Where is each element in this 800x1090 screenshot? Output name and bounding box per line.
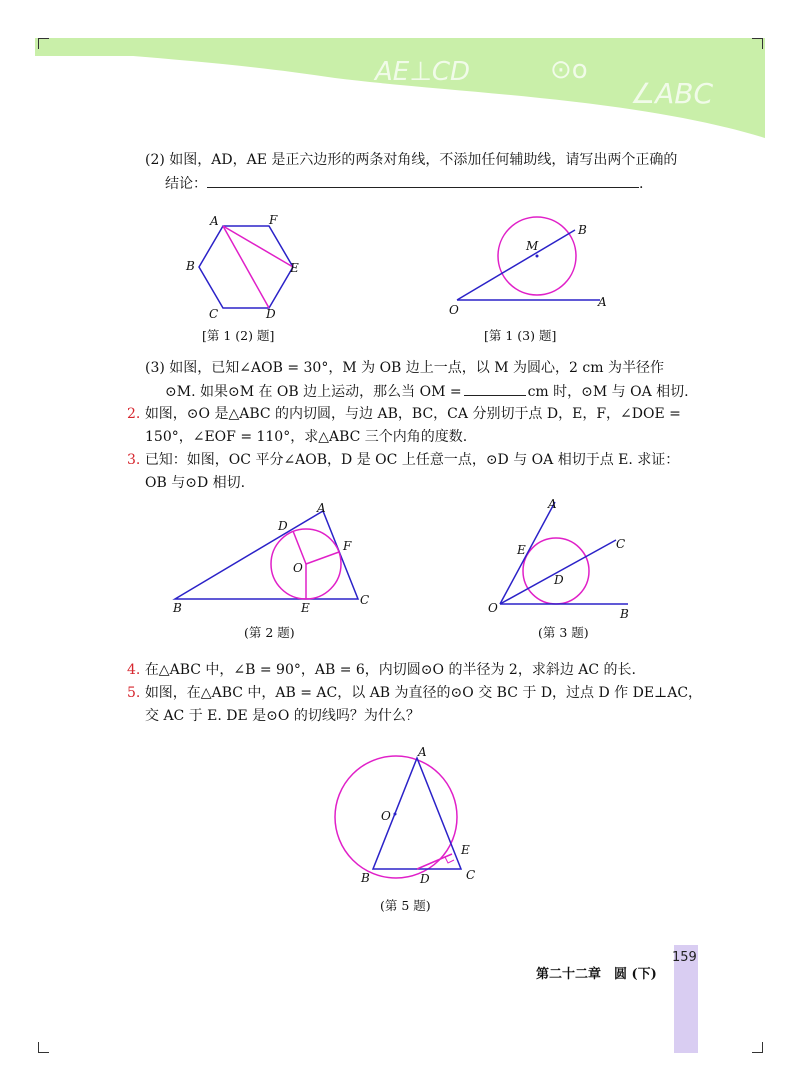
q3-text1: 已知：如图，OC 平分∠AOB，D 是 OC 上任意一点，⊙D 与 OA 相切于点 E. 求证： xyxy=(144,452,680,468)
q5-text1: 如图，在△ABC 中，AB = AC，以 AB 为直径的⊙O 交 BC 于 D，过点 D 作 DE⊥AC， xyxy=(144,685,703,701)
crop-mark xyxy=(752,1042,763,1053)
label-f: F xyxy=(343,539,352,553)
conclusion-label: 结论： xyxy=(165,176,207,192)
label-a: A xyxy=(317,501,326,515)
right-angle-mark xyxy=(445,857,454,863)
angle-circle-figure xyxy=(440,210,620,322)
chapter-title: 第二十二章 圆 (下) xyxy=(536,967,657,982)
caption-q5: (第 5 题) xyxy=(380,898,431,913)
q1-3-line2 xyxy=(165,381,689,402)
q5-line2: 交 AC 于 E. DE 是⊙O 的切线吗？为什么？ xyxy=(145,708,420,724)
q3-line1 xyxy=(127,450,679,470)
q1-3-line1: (3) 如图，已知∠AOB = 30°，M 为 OB 边上一点，以 M 为圆心，2 cm 为半径作 xyxy=(145,360,664,376)
label-o: O xyxy=(449,303,459,317)
answer-blank[interactable] xyxy=(207,173,639,188)
label-e: E xyxy=(517,543,526,557)
bisector-figure xyxy=(480,490,650,620)
header-banner xyxy=(35,38,765,138)
label-e: E xyxy=(461,843,470,857)
radius-od xyxy=(293,531,306,564)
incircle-figure xyxy=(165,500,380,615)
q4-text: 在△ABC 中，∠B = 90°，AB = 6，内切圆⊙O 的半径为 2，求斜边 AC 的长. xyxy=(144,662,636,678)
caption-q3: (第 3 题) xyxy=(538,625,589,640)
q4-line xyxy=(127,660,636,680)
period: . xyxy=(639,176,644,192)
q1-3-text-b: cm 时，⊙M 与 OA 相切. xyxy=(527,384,689,400)
caption-q1-3: [第 1 (3) 题] xyxy=(484,328,557,343)
q1-3-text-a: ⊙M. 如果⊙M 在 OB 边上运动，那么当 OM = xyxy=(165,384,462,400)
q2-number: 2. xyxy=(127,406,141,422)
caption-q1-2: [第 1 (2) 题] xyxy=(202,328,275,343)
diagonal-ad xyxy=(223,226,269,308)
label-o: O xyxy=(381,809,391,823)
crop-mark xyxy=(38,1042,49,1053)
q1-2-line2 xyxy=(165,173,643,194)
label-d: D xyxy=(554,573,564,587)
label-e: E xyxy=(301,601,310,615)
label-c: C xyxy=(360,593,370,607)
q2-text1: 如图，⊙O 是△ABC 的内切圆，与边 AB，BC，CA 分别切于点 D，E，F，∠DOE = xyxy=(144,406,681,422)
q2-line1 xyxy=(127,404,681,424)
crop-mark xyxy=(38,38,49,49)
label-d: D xyxy=(420,872,430,886)
label-a: A xyxy=(210,214,219,228)
hexagon-figure xyxy=(180,212,310,322)
q5-number: 5. xyxy=(127,685,141,701)
label-a: A xyxy=(598,295,607,309)
banner-label-2: ⊙o xyxy=(550,55,588,85)
label-e: E xyxy=(290,261,299,275)
q3-number: 3. xyxy=(127,452,141,468)
label-b: B xyxy=(173,601,182,615)
q4-number: 4. xyxy=(127,662,141,678)
radius-of xyxy=(306,552,339,564)
circle-d xyxy=(523,538,589,604)
banner-label-1: AE⊥CD xyxy=(375,57,471,87)
label-b: B xyxy=(186,259,195,273)
label-d: D xyxy=(278,519,288,533)
q5-line1 xyxy=(127,683,702,703)
label-b: B xyxy=(620,607,629,621)
label-a: A xyxy=(548,497,557,511)
label-c: C xyxy=(209,307,219,321)
label-o: O xyxy=(293,561,303,575)
q3-line2: OB 与⊙D 相切. xyxy=(145,475,246,491)
diagonal-ae xyxy=(223,226,293,267)
banner-label-3: ∠ABC xyxy=(630,77,714,110)
label-o: O xyxy=(488,601,498,615)
label-c: C xyxy=(466,868,476,882)
om-blank[interactable] xyxy=(464,381,526,396)
label-f: F xyxy=(269,213,278,227)
label-b: B xyxy=(578,223,587,237)
label-d: D xyxy=(266,307,276,321)
q1-2-line1: (2) 如图，AD，AE 是正六边形的两条对角线，不添加任何辅助线，请写出两个正确的 xyxy=(145,152,678,168)
label-c: C xyxy=(616,537,626,551)
tangent-figure xyxy=(325,742,485,892)
caption-q2: (第 2 题) xyxy=(244,625,295,640)
q2-line2: 150°，∠EOF = 110°，求△ABC 三个内角的度数. xyxy=(145,429,468,445)
label-a: A xyxy=(418,745,427,759)
label-b: B xyxy=(361,871,370,885)
page-number: 159 xyxy=(672,950,697,965)
crop-mark xyxy=(752,38,763,49)
label-m: M xyxy=(526,239,539,253)
